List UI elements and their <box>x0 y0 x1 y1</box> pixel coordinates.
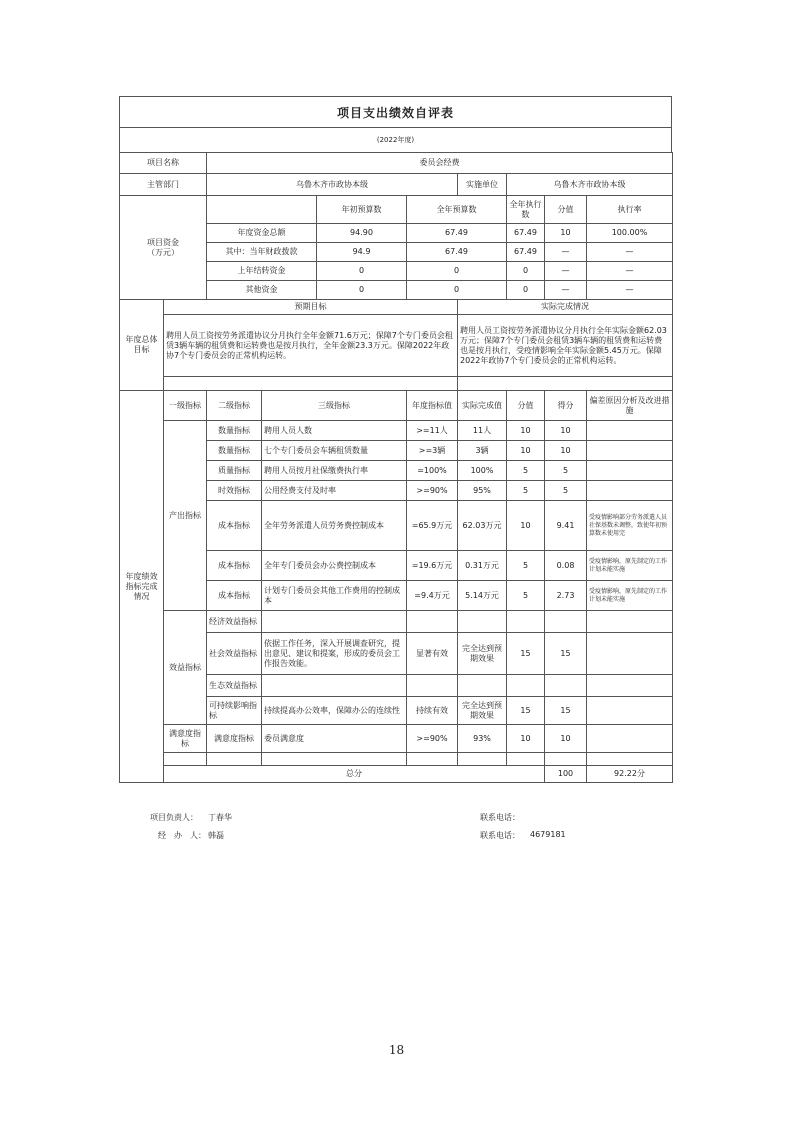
indicator-target: 持续有效 <box>407 697 458 725</box>
funds-cell: — <box>545 281 587 300</box>
indicator-actual <box>458 611 507 633</box>
funds-row-label: 其中：当年财政拨款 <box>207 243 317 262</box>
indicator-actual: 完全达到预期效果 <box>458 633 507 675</box>
leader-label: 项目负责人： <box>150 813 198 822</box>
total-max: 100 <box>545 766 587 783</box>
indicator-header: 得分 <box>545 391 587 421</box>
indicator-l3: 聘用人员按月社保缴费执行率 <box>262 461 407 481</box>
indicator-header: 二级指标 <box>207 391 262 421</box>
funds-cell: 67.49 <box>407 224 507 243</box>
funds-cell: 0 <box>317 281 407 300</box>
indicator-l3: 七个专门委员会车辆租赁数量 <box>262 441 407 461</box>
indicator-l2: 成本指标 <box>207 551 262 581</box>
indicator-header: 一级指标 <box>164 391 207 421</box>
output-indicator-label: 产出指标 <box>164 421 207 611</box>
indicator-actual: 3辆 <box>458 441 507 461</box>
funds-cell: — <box>587 262 673 281</box>
funds-cell: 0 <box>507 262 545 281</box>
indicator-target: >=3辆 <box>407 441 458 461</box>
total-label: 总分 <box>164 766 545 783</box>
indicator-l3 <box>262 675 407 697</box>
indicator-actual: 5.14万元 <box>458 581 507 611</box>
indicator-l3 <box>262 611 407 633</box>
satisfaction-indicator-label: 满意度指标 <box>164 725 207 753</box>
indicator-header: 偏差原因分析及改进措施 <box>587 391 673 421</box>
indicator-reason <box>587 441 673 461</box>
page-number: 18 <box>388 1043 405 1057</box>
indicator-header: 分值 <box>507 391 545 421</box>
indicator-l3: 依据工作任务，深入开展调查研究，提出意见、建议和提案，形成的委员会工作报告效能。 <box>262 633 407 675</box>
indicator-actual: 62.03万元 <box>458 501 507 551</box>
funds-label: 项目资金 （万元） <box>120 196 207 300</box>
funds-header-blank <box>207 196 317 224</box>
indicator-l2: 成本指标 <box>207 581 262 611</box>
indicator-target: =65.9万元 <box>407 501 458 551</box>
indicator-max: 15 <box>507 697 545 725</box>
indicator-actual: 0.31万元 <box>458 551 507 581</box>
indicator-max <box>507 611 545 633</box>
indicator-actual: 95% <box>458 481 507 501</box>
indicator-l2: 经济效益指标 <box>207 611 262 633</box>
impl-label: 实施单位 <box>458 174 507 196</box>
indicator-reason: 受疫情影响，原先制定的工作计划未能实施 <box>587 551 673 581</box>
funds-header-row <box>120 196 673 224</box>
indicator-l3: 委员满意度 <box>262 725 407 753</box>
contact2-label: 联系电话： <box>480 831 520 840</box>
indicator-target: 显著有效 <box>407 633 458 675</box>
contact1-label: 联系电话： <box>480 813 520 822</box>
indicator-target: =9.4万元 <box>407 581 458 611</box>
project-name-value: 委员会经费 <box>207 153 673 174</box>
expected-goal-text: 聘用人员工资按劳务派遣协议分月执行全年金额71.6万元；保障7个专门委员会租赁3辆车辆的租赁费和运转费也是按月执行，全年金额23.3万元。保障2022年政协7个专门委员会的正常机构运转。 <box>164 315 458 377</box>
indicator-target: =100% <box>407 461 458 481</box>
indicator-section-label: 年度绩效 指标完成 情况 <box>120 391 164 783</box>
indicator-target: >=90% <box>407 481 458 501</box>
indicator-max: 15 <box>507 633 545 675</box>
indicator-row <box>120 421 673 441</box>
indicator-target: >=90% <box>407 725 458 753</box>
actual-goal-text: 聘用人员工资按劳务派遣协议分月执行全年实际金额62.03万元；保障7个专门委员会租赁3辆车辆的租赁费和运转费也是按月执行，受疫情影响全年实际金额5.45万元。保障2022年政协7个专门委员会的正常机构运转。 <box>458 315 673 377</box>
project-name-row <box>120 153 673 174</box>
indicator-reason <box>587 611 673 633</box>
indicator-max: 10 <box>507 725 545 753</box>
funds-header-4: 执行率 <box>587 196 673 224</box>
indicator-l2: 生态效益指标 <box>207 675 262 697</box>
funds-header-1: 全年预算数 <box>407 196 507 224</box>
indicator-l3: 持续提高办公效率，保障办公的连续性 <box>262 697 407 725</box>
funds-cell: — <box>587 243 673 262</box>
benefit-indicator-label: 效益指标 <box>164 611 207 725</box>
funds-cell: 94.90 <box>317 224 407 243</box>
indicator-reason <box>587 461 673 481</box>
goals-spacer-row <box>120 377 673 391</box>
indicator-score: 15 <box>545 697 587 725</box>
indicator-score: 10 <box>545 441 587 461</box>
handler-label: 经 办 人： <box>158 831 206 840</box>
funds-row-label: 其他资金 <box>207 281 317 300</box>
indicator-score: 0.08 <box>545 551 587 581</box>
evaluation-table <box>119 152 673 783</box>
indicator-header: 年度指标值 <box>407 391 458 421</box>
funds-row-label: 年度资金总额 <box>207 224 317 243</box>
indicator-actual: 100% <box>458 461 507 481</box>
indicator-header: 三级指标 <box>262 391 407 421</box>
indicator-score: 5 <box>545 461 587 481</box>
indicator-l3: 全年劳务派遣人员劳务费控制成本 <box>262 501 407 551</box>
indicator-score: 10 <box>545 421 587 441</box>
indicator-row <box>120 611 673 633</box>
indicator-l2: 时效指标 <box>207 481 262 501</box>
indicator-max: 10 <box>507 501 545 551</box>
funds-row-label: 上年结转资金 <box>207 262 317 281</box>
dept-row <box>120 174 673 196</box>
indicator-l2: 社会效益指标 <box>207 633 262 675</box>
total-score: 92.22分 <box>587 766 673 783</box>
indicator-actual: 93% <box>458 725 507 753</box>
indicator-l2: 满意度指标 <box>207 725 262 753</box>
indicator-target: =19.6万元 <box>407 551 458 581</box>
indicator-max: 5 <box>507 581 545 611</box>
dept-label: 主管部门 <box>120 174 207 196</box>
funds-cell: 0 <box>407 262 507 281</box>
indicator-reason <box>587 633 673 675</box>
indicator-score: 15 <box>545 633 587 675</box>
funds-cell: 67.49 <box>507 224 545 243</box>
indicator-actual <box>458 675 507 697</box>
indicator-header: 实际完成值 <box>458 391 507 421</box>
evaluation-sheet <box>119 96 672 783</box>
indicator-max <box>507 675 545 697</box>
actual-goal-label: 实际完成情况 <box>458 300 673 315</box>
indicator-max: 10 <box>507 441 545 461</box>
indicator-l2: 质量指标 <box>207 461 262 481</box>
contact2-value: 4679181 <box>530 830 566 839</box>
indicator-l2: 可持续影响指标 <box>207 697 262 725</box>
indicator-target <box>407 611 458 633</box>
indicator-reason <box>587 421 673 441</box>
indicator-max: 5 <box>507 551 545 581</box>
funds-cell: 94.9 <box>317 243 407 262</box>
leader-name: 丁春华 <box>208 813 232 822</box>
funds-header-2: 全年执行数 <box>507 196 545 224</box>
funds-cell: 67.49 <box>407 243 507 262</box>
indicator-l2: 数量指标 <box>207 441 262 461</box>
impl-value: 乌鲁木齐市政协本级 <box>507 174 673 196</box>
indicator-l2: 成本指标 <box>207 501 262 551</box>
funds-cell: 10 <box>545 224 587 243</box>
sheet-year: (2022年度) <box>119 127 672 152</box>
goals-row <box>120 315 673 377</box>
indicator-reason <box>587 725 673 753</box>
indicator-max: 5 <box>507 461 545 481</box>
indicator-l3: 聘用人员人数 <box>262 421 407 441</box>
indicator-actual: 11人 <box>458 421 507 441</box>
indicator-score <box>545 675 587 697</box>
indicator-actual: 完全达到预期效果 <box>458 697 507 725</box>
funds-header-3: 分值 <box>545 196 587 224</box>
funds-cell: 0 <box>317 262 407 281</box>
indicator-target <box>407 675 458 697</box>
goals-label: 年度总体 目标 <box>120 300 164 391</box>
indicator-l3: 全年专门委员会办公费控制成本 <box>262 551 407 581</box>
indicator-score: 9.41 <box>545 501 587 551</box>
funds-cell: — <box>545 243 587 262</box>
handler-name: 韩磊 <box>208 831 224 840</box>
indicator-reason: 受疫情影响，原先制定的工作计划未能实施 <box>587 581 673 611</box>
dept-value: 乌鲁木齐市政协本级 <box>207 174 458 196</box>
indicator-reason <box>587 697 673 725</box>
funds-header-0: 年初预算数 <box>317 196 407 224</box>
indicator-max: 10 <box>507 421 545 441</box>
indicator-row <box>120 725 673 753</box>
indicator-reason: 受疫情影响部分劳务派遣人员社保基数未调整，致使年初预算数未使用完 <box>587 501 673 551</box>
funds-cell: 0 <box>407 281 507 300</box>
funds-cell: — <box>587 281 673 300</box>
funds-cell: 0 <box>507 281 545 300</box>
goals-header-row <box>120 300 673 315</box>
indicator-score: 2.73 <box>545 581 587 611</box>
indicator-score: 5 <box>545 481 587 501</box>
total-row <box>120 766 673 783</box>
funds-cell: 67.49 <box>507 243 545 262</box>
funds-cell: 100.00% <box>587 224 673 243</box>
sheet-title: 项目支出绩效自评表 <box>119 96 672 127</box>
indicator-target: >=11人 <box>407 421 458 441</box>
indicator-l3: 公用经费支付及时率 <box>262 481 407 501</box>
indicator-l2: 数量指标 <box>207 421 262 441</box>
indicator-l3: 计划专门委员会其他工作费用的控制成本 <box>262 581 407 611</box>
project-name-label: 项目名称 <box>120 153 207 174</box>
indicator-header-row <box>120 391 673 421</box>
indicator-score <box>545 611 587 633</box>
indicator-reason <box>587 675 673 697</box>
indicator-reason <box>587 481 673 501</box>
indicator-spacer-row <box>120 753 673 766</box>
funds-cell: — <box>545 262 587 281</box>
expected-goal-label: 预期目标 <box>164 300 458 315</box>
indicator-max: 5 <box>507 481 545 501</box>
indicator-score: 10 <box>545 725 587 753</box>
